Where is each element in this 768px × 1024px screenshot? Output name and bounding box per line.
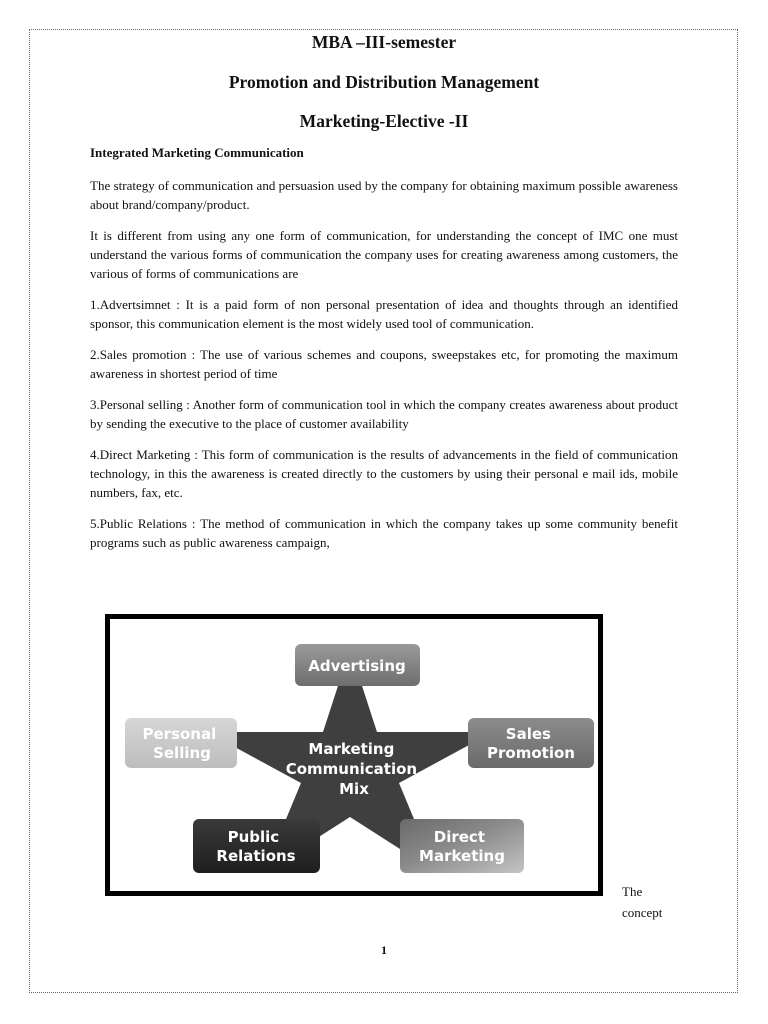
paragraph-direct-marketing: 4.Direct Marketing : This form of communication is the results of advancements in the field of communication technology, in this the awareness is created directly to the customers by using their personal e mail ids, mobile numbers, fax, etc. — [90, 447, 678, 500]
paragraph-sales-promotion: 2.Sales promotion : The use of various schemes and coupons, sweepstakes etc, for promoting the maximum awareness in shortest period of time — [90, 347, 678, 381]
box-direct-marketing — [400, 819, 524, 873]
caption-line-1: The — [622, 884, 643, 899]
box-advertising — [295, 644, 420, 686]
label-direct-marketing: Direct Marketing — [419, 828, 505, 865]
marketing-mix-diagram — [105, 614, 603, 896]
label-sales-promotion: Sales Promotion — [487, 725, 575, 762]
course-title: MBA –III-semester — [311, 32, 457, 52]
label-advertising: Advertising — [308, 657, 406, 675]
section-heading: Integrated Marketing Communication — [90, 145, 304, 160]
box-sales-promotion — [468, 718, 594, 768]
caption-line-2: concept — [622, 905, 663, 920]
paragraph-public-relations: 5.Public Relations : The method of communication in which the company takes up some community benefit programs such as public awareness campaign, — [90, 516, 678, 550]
page-number: 1 — [381, 943, 387, 957]
box-personal-selling — [125, 718, 237, 768]
elective-title: Marketing-Elective -II — [299, 111, 469, 131]
box-public-relations — [193, 819, 320, 873]
label-personal-selling: Personal Selling — [142, 725, 217, 762]
label-marketing-communication-mix: Marketing Communication Mix — [285, 740, 418, 798]
label-public-relations: Public Relations — [216, 828, 296, 865]
document-body — [90, 31, 678, 564]
paragraph-personal-selling: 3.Personal selling : Another form of communication tool in which the company creates awareness about product by sending the executive to the place of customer availability — [90, 397, 678, 431]
paragraph-intro: It is different from using any one form of communication, for understanding the concept of IMC one must understand the various forms of communication the company uses for creating awareness among customers, the various of forms of communications are — [90, 228, 678, 281]
paragraph-advertisement: 1.Advertsimnet : It is a paid form of non personal presentation of idea and thoughts through an identified sponsor, this communication element is the most widely used tool of communication. — [90, 297, 678, 331]
subject-title: Promotion and Distribution Management — [228, 72, 540, 92]
diagram-canvas — [110, 619, 598, 891]
figure-caption — [622, 881, 662, 923]
paragraph-definition: The strategy of communication and persuasion used by the company for obtaining maximum possible awareness about brand/company/product. — [90, 178, 678, 212]
